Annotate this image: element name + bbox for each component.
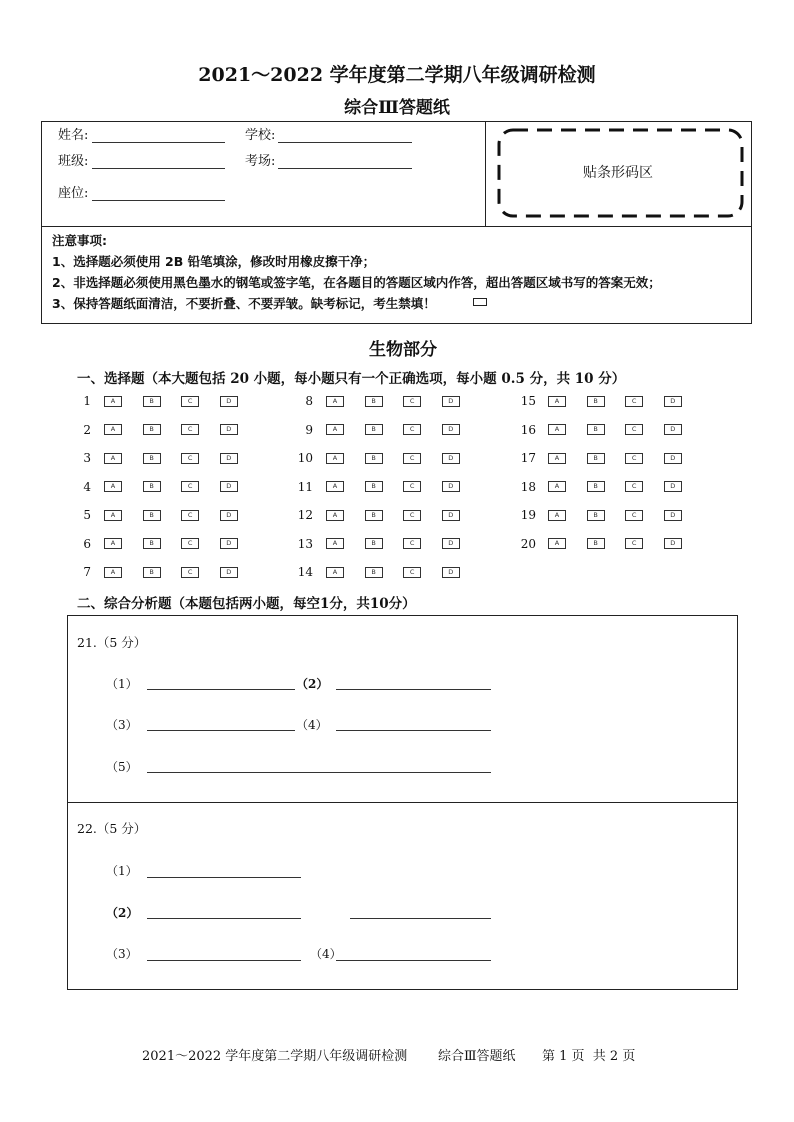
answer-blank[interactable] (336, 960, 491, 961)
question-21-label: 21.（5 分） (77, 635, 147, 650)
option-bubble-d[interactable]: D (220, 453, 238, 464)
analysis-heading: 二、综合分析题（本题包括两小题，每空1分，共10分） (77, 596, 416, 612)
option-bubble-c[interactable]: C (403, 481, 421, 492)
option-bubble-d[interactable]: D (664, 538, 682, 549)
blank-label: （2） (296, 677, 329, 691)
option-bubble-a[interactable]: A (326, 453, 344, 464)
option-bubble-b[interactable]: B (587, 396, 605, 407)
option-bubble-c[interactable]: C (181, 567, 199, 578)
option-bubble-c[interactable]: C (181, 396, 199, 407)
option-bubble-b[interactable]: B (143, 453, 161, 464)
option-bubble-b[interactable]: B (365, 453, 383, 464)
option-bubble-c[interactable]: C (403, 567, 421, 578)
question-number: 2 (83, 422, 91, 437)
option-bubble-b[interactable]: B (365, 510, 383, 521)
name-field[interactable] (92, 142, 225, 143)
school-label: 学校: (245, 128, 276, 143)
blank-label: （4） (296, 718, 328, 732)
question-number: 12 (297, 508, 313, 522)
option-bubble-b[interactable]: B (143, 567, 161, 578)
question-number: 10 (297, 451, 313, 465)
option-bubble-d[interactable]: D (220, 424, 238, 435)
footer-sheet-name: 综合Ⅲ答题纸 (438, 1049, 516, 1064)
option-bubble-c[interactable]: C (181, 424, 199, 435)
question-number: 8 (305, 394, 313, 408)
name-label: 姓名: (58, 128, 89, 143)
option-bubble-a[interactable]: A (548, 481, 566, 492)
question-number: 17 (520, 451, 536, 465)
answer-blank[interactable] (147, 730, 295, 731)
exam-room-field[interactable] (278, 168, 412, 169)
class-label: 班级: (58, 154, 89, 169)
school-field[interactable] (278, 142, 412, 143)
option-bubble-d[interactable]: D (442, 510, 460, 521)
option-bubble-d[interactable]: D (442, 453, 460, 464)
exam-title: 2021～2022 学年度第二学期八年级调研检测 (198, 64, 596, 86)
option-bubble-b[interactable]: B (143, 396, 161, 407)
option-bubble-b[interactable]: B (365, 567, 383, 578)
question-number: 5 (83, 508, 91, 522)
blank-label: （3） (106, 947, 138, 961)
analysis-question-divider (67, 802, 738, 803)
multiple-choice-heading: 一、选择题（本大题包括 20 小题，每小题只有一个正确选项，每小题 0.5 分，共 10 分） (77, 371, 626, 387)
question-number: 18 (520, 479, 536, 494)
option-bubble-b[interactable]: B (143, 538, 161, 549)
section-title: 生物部分 (369, 340, 437, 360)
note-item: 2、非选择题必须使用黑色墨水的钢笔或签字笔，在各题目的答题区域内作答，超出答题区域书写的答案无效； (52, 275, 661, 290)
info-box-horizontal-divider (41, 226, 752, 227)
question-22-label: 22.（5 分） (77, 821, 147, 836)
option-bubble-a[interactable]: A (104, 396, 122, 407)
option-bubble-d[interactable]: D (220, 510, 238, 521)
option-bubble-b[interactable]: B (587, 538, 605, 549)
option-bubble-c[interactable]: C (403, 453, 421, 464)
option-bubble-b[interactable]: B (587, 453, 605, 464)
question-number: 16 (520, 422, 536, 437)
option-bubble-d[interactable]: D (442, 567, 460, 578)
option-bubble-c[interactable]: C (403, 538, 421, 549)
option-bubble-a[interactable]: A (548, 510, 566, 521)
notes-title: 注意事项: (52, 233, 107, 248)
option-bubble-a[interactable]: A (104, 453, 122, 464)
blank-label: （2） (106, 906, 139, 920)
option-bubble-d[interactable]: D (442, 396, 460, 407)
seat-field[interactable] (92, 200, 225, 201)
option-bubble-a[interactable]: A (326, 396, 344, 407)
question-number: 3 (83, 451, 91, 465)
answer-blank[interactable] (336, 689, 491, 690)
option-bubble-b[interactable]: B (587, 510, 605, 521)
option-bubble-a[interactable]: A (326, 424, 344, 435)
option-bubble-b[interactable]: B (143, 510, 161, 521)
option-bubble-a[interactable]: A (548, 453, 566, 464)
answer-blank[interactable] (147, 772, 491, 773)
option-bubble-c[interactable]: C (403, 510, 421, 521)
info-box-vertical-divider (485, 121, 486, 226)
answer-blank[interactable] (147, 877, 301, 878)
option-bubble-a[interactable]: A (548, 396, 566, 407)
sheet-subtitle: 综合Ⅲ答题纸 (344, 98, 450, 118)
answer-blank[interactable] (147, 689, 295, 690)
note-item: 1、选择题必须使用 2B 铅笔填涂，修改时用橡皮擦干净； (52, 254, 376, 269)
blank-label: （3） (106, 718, 138, 732)
option-bubble-a[interactable]: A (326, 567, 344, 578)
option-bubble-c[interactable]: C (181, 481, 199, 492)
blank-label: （4） (310, 947, 342, 961)
option-bubble-a[interactable]: A (326, 538, 344, 549)
option-bubble-c[interactable]: C (625, 510, 643, 521)
exam-room-label: 考场: (245, 154, 276, 169)
blank-label: （1） (106, 864, 138, 878)
option-bubble-a[interactable]: A (326, 481, 344, 492)
question-number: 13 (297, 536, 313, 551)
option-bubble-d[interactable]: D (664, 481, 682, 492)
question-number: 20 (520, 536, 536, 551)
option-bubble-c[interactable]: C (181, 538, 199, 549)
question-number: 6 (83, 536, 91, 551)
question-number: 11 (297, 479, 313, 494)
option-bubble-c[interactable]: C (625, 538, 643, 549)
option-bubble-a[interactable]: A (548, 424, 566, 435)
option-bubble-c[interactable]: C (625, 453, 643, 464)
footer-exam-name: 2021～2022 学年度第二学期八年级调研检测 (142, 1049, 408, 1064)
option-bubble-d[interactable]: D (664, 424, 682, 435)
question-number: 19 (520, 508, 536, 522)
option-bubble-d[interactable]: D (664, 396, 682, 407)
option-bubble-b[interactable]: B (587, 424, 605, 435)
footer-page-info: 第 1 页 共 2 页 (542, 1049, 636, 1064)
option-bubble-a[interactable]: A (104, 567, 122, 578)
option-bubble-c[interactable]: C (625, 396, 643, 407)
option-bubble-d[interactable]: D (442, 481, 460, 492)
option-bubble-b[interactable]: B (143, 481, 161, 492)
barcode-label: 贴条形码区 (583, 165, 653, 181)
option-bubble-a[interactable]: A (104, 481, 122, 492)
answer-blank[interactable] (147, 960, 301, 961)
option-bubble-d[interactable]: D (664, 453, 682, 464)
option-bubble-d[interactable]: D (664, 510, 682, 521)
blank-label: （1） (106, 677, 138, 691)
option-bubble-b[interactable]: B (143, 424, 161, 435)
option-bubble-d[interactable]: D (442, 538, 460, 549)
option-bubble-b[interactable]: B (365, 481, 383, 492)
answer-blank[interactable] (336, 730, 491, 731)
class-field[interactable] (92, 168, 225, 169)
option-bubble-a[interactable]: A (548, 538, 566, 549)
question-number: 7 (83, 565, 91, 579)
option-bubble-d[interactable]: D (220, 481, 238, 492)
option-bubble-d[interactable]: D (220, 396, 238, 407)
option-bubble-b[interactable]: B (365, 424, 383, 435)
question-number: 15 (520, 394, 536, 408)
absence-mark-box[interactable] (473, 298, 487, 306)
option-bubble-c[interactable]: C (181, 510, 199, 521)
question-number: 1 (83, 394, 91, 408)
option-bubble-d[interactable]: D (220, 538, 238, 549)
seat-label: 座位: (58, 186, 89, 201)
question-number: 4 (83, 479, 91, 494)
answer-blank[interactable] (147, 918, 301, 919)
option-bubble-c[interactable]: C (625, 424, 643, 435)
question-number: 14 (297, 565, 313, 579)
option-bubble-b[interactable]: B (365, 396, 383, 407)
option-bubble-a[interactable]: A (326, 510, 344, 521)
option-bubble-b[interactable]: B (587, 481, 605, 492)
option-bubble-d[interactable]: D (220, 567, 238, 578)
blank-label: （5） (106, 760, 138, 774)
option-bubble-a[interactable]: A (104, 538, 122, 549)
option-bubble-c[interactable]: C (181, 453, 199, 464)
option-bubble-b[interactable]: B (365, 538, 383, 549)
option-bubble-a[interactable]: A (104, 510, 122, 521)
note-item: 3、保持答题纸面清洁，不要折叠、不要弄皱。缺考标记，考生禁填！ (52, 296, 436, 311)
option-bubble-a[interactable]: A (104, 424, 122, 435)
answer-blank[interactable] (350, 918, 491, 919)
option-bubble-c[interactable]: C (403, 396, 421, 407)
option-bubble-d[interactable]: D (442, 424, 460, 435)
option-bubble-c[interactable]: C (403, 424, 421, 435)
option-bubble-c[interactable]: C (625, 481, 643, 492)
question-number: 9 (305, 422, 313, 437)
